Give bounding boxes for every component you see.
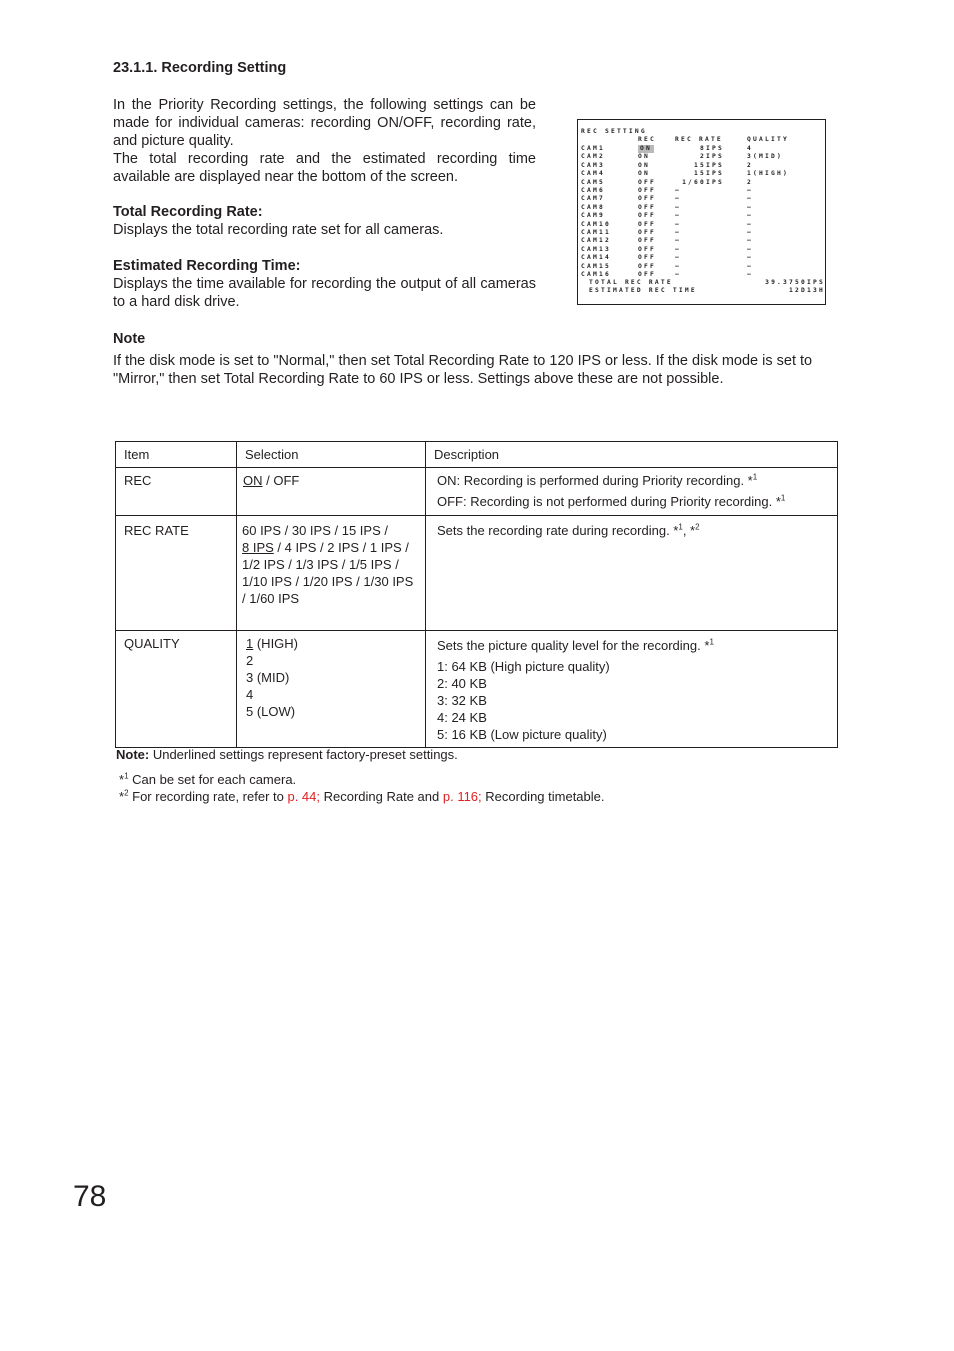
- footnote-2: [119, 788, 605, 805]
- quality-desc-q2: 2: 40 KB: [437, 676, 487, 691]
- intro-paragraph-2: The total recording rate and the estimated recording time available are displayed near the bottom of the screen.: [113, 151, 536, 185]
- footnote-1: [119, 771, 296, 788]
- screen-row-rate: –: [675, 254, 681, 262]
- screen-row-cam: CAM10: [581, 220, 611, 228]
- screen-row-quality: –: [747, 212, 753, 220]
- screen-row-cam: CAM2: [581, 153, 605, 161]
- screen-row-cam: CAM5: [581, 178, 605, 186]
- rate-sel-line5: / 1/60 IPS: [242, 591, 300, 606]
- quality-desc-sup: 1: [709, 637, 714, 647]
- quality-description: [426, 631, 838, 748]
- fn2-text-a: For recording rate, refer to: [128, 789, 288, 804]
- screen-row-rate: 15IPS: [694, 161, 724, 169]
- screen-row-cam: CAM15: [581, 262, 611, 270]
- screen-row-quality: –: [747, 187, 753, 194]
- screen-row-rec: OFF: [638, 271, 656, 278]
- screen-row-quality: 4: [747, 145, 753, 152]
- screen-row-rate: –: [675, 212, 681, 220]
- rate-item: REC RATE: [116, 516, 237, 631]
- quality-sel-1-rest: (HIGH): [253, 636, 299, 651]
- quality-desc-intro: [437, 637, 829, 654]
- screen-row-quality: –: [747, 195, 753, 203]
- screen-row-cam: CAM4: [581, 170, 605, 178]
- screen-row-rate: –: [675, 229, 681, 236]
- est-time-text: Displays the time available for recording the output of all cameras to a hard disk drive.: [113, 276, 536, 310]
- table-note-label: Note:: [116, 747, 150, 762]
- screen-row-quality: 2: [747, 161, 753, 169]
- screen-row-cam: CAM8: [581, 203, 605, 211]
- table-note-text: Underlined settings represent factory-preset settings.: [149, 747, 458, 762]
- screen-row-rec: ON: [640, 145, 652, 152]
- screen-row-cam: CAM16: [581, 271, 611, 278]
- screen-row-cam: CAM14: [581, 254, 611, 262]
- screen-row-rec: OFF: [638, 212, 656, 220]
- screen-row-cam: CAM7: [581, 195, 605, 203]
- screen-row-rate: 15IPS: [694, 170, 724, 178]
- screen-row-rec: ON: [638, 170, 650, 178]
- screen-estimated-label: ESTIMATED REC TIME: [589, 287, 697, 294]
- screen-row-rate: 2IPS: [700, 153, 724, 161]
- rate-sel-line2: [242, 539, 417, 556]
- screen-row-quality: –: [747, 220, 753, 228]
- intro-text: [113, 96, 536, 186]
- fn1-sup: 1: [124, 771, 129, 781]
- quality-desc-q1: 1: 64 KB (High picture quality): [437, 659, 610, 674]
- rec-desc-on-text: ON: Recording is performed during Priority recording. *: [437, 473, 753, 488]
- rec-sel-default: ON: [243, 473, 263, 488]
- rate-desc-text: Sets the recording rate during recording. *: [437, 523, 679, 538]
- screen-row-rate: –: [675, 220, 681, 228]
- screen-row-rec: OFF: [638, 195, 656, 203]
- screen-row-quality: 1(HIGH): [747, 170, 789, 178]
- header-selection: Selection: [237, 442, 426, 468]
- screen-col-rate: REC RATE: [675, 136, 723, 143]
- screen-row-cam: CAM12: [581, 237, 611, 245]
- rate-sel-line2-rest: / 4 IPS / 2 IPS / 1 IPS /: [273, 540, 409, 555]
- screen-row-quality: 3(MID): [747, 153, 783, 161]
- screen-row-rate: –: [675, 262, 681, 270]
- screen-row-rec: OFF: [638, 254, 656, 262]
- rate-description: [426, 516, 838, 631]
- quality-sel-4: 4: [246, 687, 254, 702]
- note-section: [113, 330, 843, 388]
- quality-item: QUALITY: [116, 631, 237, 748]
- rate-sel-line3: 1/2 IPS / 1/3 IPS / 1/5 IPS /: [242, 557, 399, 572]
- screen-row-rate: 1/60IPS: [682, 178, 724, 186]
- screen-row-rec: OFF: [638, 229, 656, 236]
- rec-item: REC: [116, 468, 237, 516]
- header-description: Description: [426, 442, 838, 468]
- screen-row-rate: –: [675, 195, 681, 203]
- note-text: If the disk mode is set to "Normal," then set Total Recording Rate to 120 IPS or less. If the disk mode is set to "Mirror," then set Total Recording Rate to 60 IPS or less. Settings above these are not possible.: [113, 353, 813, 387]
- rate-sel-default: 8 IPS: [242, 540, 274, 555]
- quality-desc-q5: 5: 16 KB (Low picture quality): [437, 727, 607, 742]
- screen-row-quality: –: [747, 229, 753, 236]
- screen-title: REC SETTING: [581, 128, 647, 135]
- screen-row-rec: OFF: [638, 178, 656, 186]
- quality-selection: [237, 631, 426, 748]
- rec-desc-on-sup: 1: [752, 472, 758, 482]
- quality-sel-default: 1: [246, 636, 254, 651]
- screen-row-quality: –: [747, 254, 753, 262]
- screen-row-rate: –: [675, 203, 681, 211]
- screen-row-rate: 8IPS: [700, 145, 724, 152]
- rec-desc-off: [437, 493, 829, 510]
- screen-row-rate: –: [675, 245, 681, 253]
- rate-sel-line1: 60 IPS / 30 IPS / 15 IPS /: [242, 523, 388, 538]
- quality-desc-text: Sets the picture quality level for the recording. *: [437, 638, 710, 653]
- table-row-rate: [116, 516, 838, 631]
- rate-desc-mid: , *: [682, 523, 696, 538]
- rec-description: [426, 468, 838, 516]
- fn1-mark: *: [119, 772, 125, 787]
- screen-row-cam: CAM1: [581, 145, 605, 152]
- rate-selection: [237, 516, 426, 631]
- rec-setting-screen: [577, 119, 826, 305]
- fn1-text: Can be set for each camera.: [128, 772, 297, 787]
- screen-row-rec: OFF: [638, 237, 656, 245]
- total-rate-heading: Total Recording Rate:: [113, 204, 263, 220]
- header-item: Item: [116, 442, 237, 468]
- fn2-mark: *: [119, 789, 125, 804]
- screen-row-quality: –: [747, 203, 753, 211]
- fn2-sup: 2: [124, 788, 129, 798]
- page-number: 78: [73, 1180, 107, 1213]
- screen-row-quality: –: [747, 262, 753, 270]
- total-rate-text: Displays the total recording rate set for all cameras.: [113, 222, 444, 238]
- quality-sel-3: 3 (MID): [246, 670, 290, 685]
- table-note: [116, 746, 458, 763]
- table-header-row: [116, 442, 838, 468]
- fn2-text-b: Recording Rate and: [320, 789, 443, 804]
- page-116-link[interactable]: p. 116;: [442, 789, 482, 804]
- screen-row-cam: CAM3: [581, 161, 605, 169]
- est-time-section: [113, 257, 536, 311]
- screen-row-cam: CAM6: [581, 187, 605, 194]
- screen-row-quality: 2: [747, 178, 753, 186]
- screen-row-rec: OFF: [638, 187, 656, 194]
- rate-desc-sup1: 1: [678, 522, 683, 532]
- rec-selection: [237, 468, 426, 516]
- screen-total-label: TOTAL REC RATE: [589, 279, 673, 286]
- quality-sel-5: 5 (LOW): [246, 704, 296, 719]
- screen-row-quality: –: [747, 245, 753, 253]
- screen-row-rec: OFF: [638, 245, 656, 253]
- screen-row-cam: CAM9: [581, 212, 605, 220]
- note-heading: Note: [113, 331, 146, 347]
- screen-estimated-value: 12D13H: [789, 287, 825, 294]
- settings-table: [115, 441, 838, 748]
- screen-row-rec: ON: [638, 161, 650, 169]
- quality-desc-q4: 4: 24 KB: [437, 710, 487, 725]
- rec-sel-rest: / OFF: [262, 473, 300, 488]
- screen-row-rec: ON: [638, 153, 650, 161]
- quality-desc-q3: 3: 32 KB: [437, 693, 487, 708]
- screen-row-rate: –: [675, 271, 681, 278]
- total-rate-section: [113, 203, 536, 239]
- screen-col-rec: REC: [638, 136, 656, 143]
- screen-row-quality: –: [747, 237, 753, 245]
- rate-desc-sup2: 2: [695, 522, 700, 532]
- rec-desc-off-text: OFF: Recording is not performed during Priority recording. *: [437, 494, 781, 509]
- screen-total-value: 39.3750IPS: [765, 279, 825, 286]
- screen-row-rec: OFF: [638, 220, 656, 228]
- screen-row-cam: CAM13: [581, 245, 611, 253]
- screen-row-cam: CAM11: [581, 229, 611, 236]
- quality-sel-2: 2: [246, 653, 254, 668]
- fn2-text-c: Recording timetable.: [481, 789, 605, 804]
- table-row-rec: [116, 468, 838, 516]
- rec-desc-off-sup: 1: [780, 493, 786, 503]
- screen-col-quality: QUALITY: [747, 136, 789, 143]
- screen-row-rec: OFF: [638, 262, 656, 270]
- est-time-heading: Estimated Recording Time:: [113, 258, 301, 274]
- section-heading: 23.1.1. Recording Setting: [113, 60, 287, 76]
- screen-row-quality: –: [747, 271, 753, 278]
- rate-sel-line4: 1/10 IPS / 1/20 IPS / 1/30 IPS: [242, 574, 414, 589]
- screen-row-rate: –: [675, 237, 681, 245]
- table-row-quality: [116, 631, 838, 748]
- screen-row-rec: OFF: [638, 203, 656, 211]
- rec-desc-on: [437, 472, 829, 489]
- intro-paragraph-1: In the Priority Recording settings, the following settings can be made for individual cameras: recording ON/OFF, recording rate, and picture quality.: [113, 97, 536, 149]
- quality-sel-1: [246, 635, 417, 652]
- screen-row-rate: –: [675, 187, 681, 194]
- page-44-link[interactable]: p. 44;: [287, 789, 320, 804]
